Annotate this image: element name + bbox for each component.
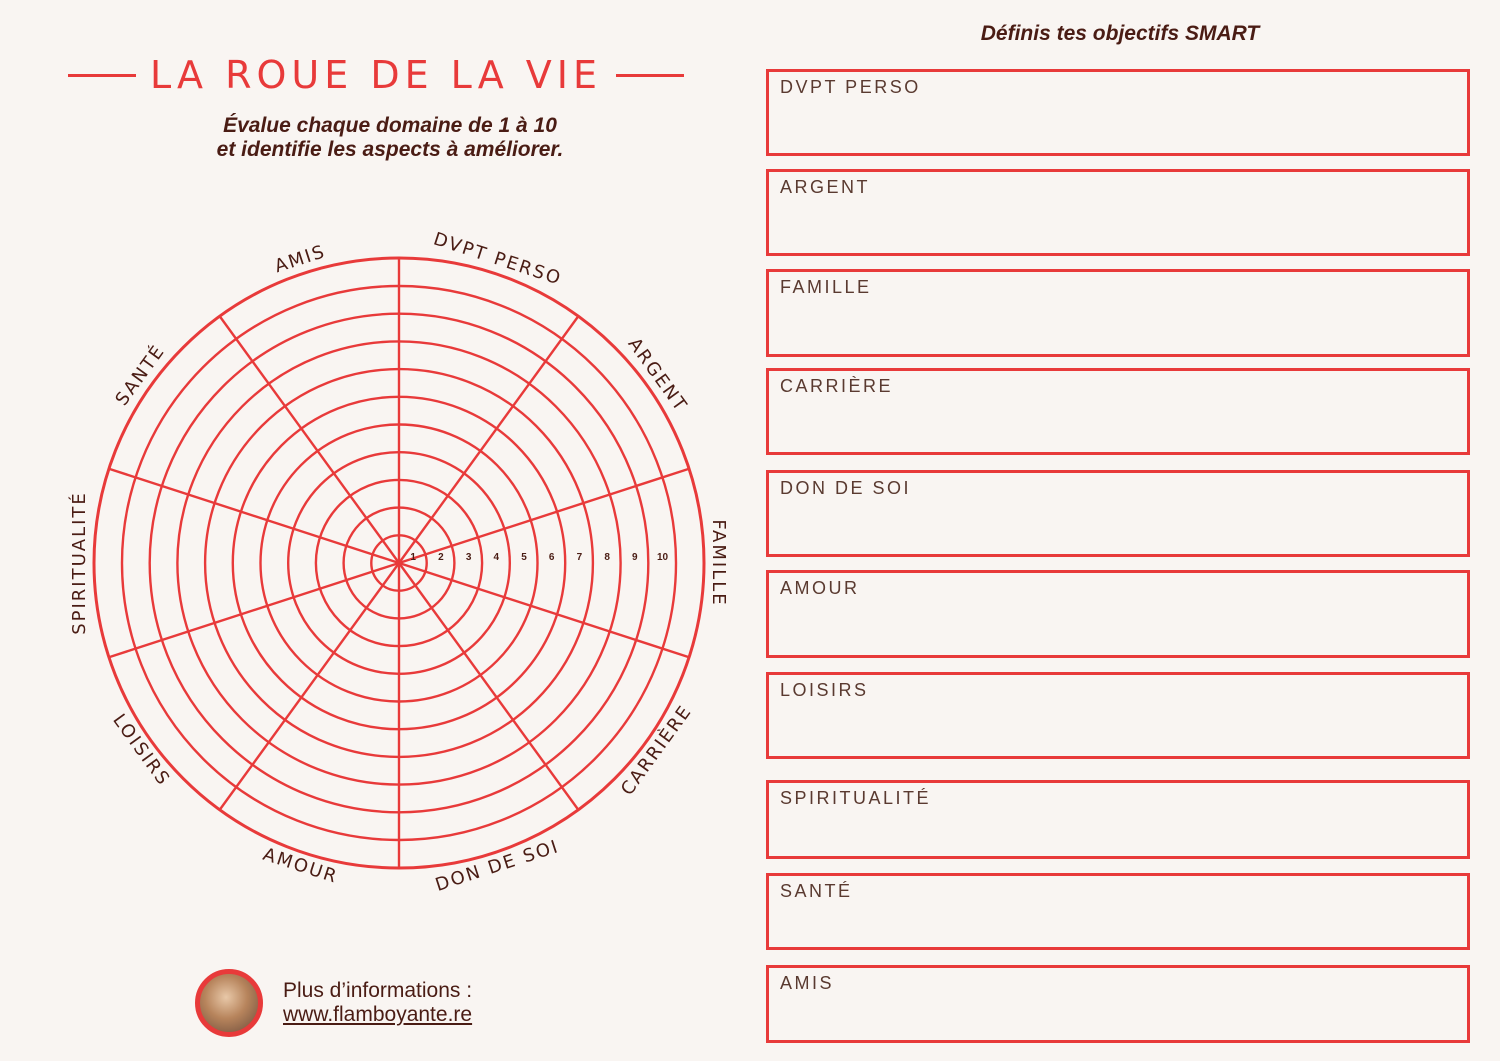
scale-label: 8: [604, 552, 610, 563]
domain-label: AMIS: [272, 241, 329, 278]
domain-label: DVPT PERSO: [430, 228, 565, 290]
goal-label: AMIS: [780, 973, 835, 993]
title-row: [68, 52, 684, 98]
goal-box[interactable]: [766, 470, 1470, 557]
domain-label: LOISIRS: [108, 710, 175, 791]
domain-label: FAMILLE: [708, 519, 729, 607]
scale-label: 7: [576, 552, 583, 563]
avatar: [195, 969, 263, 1037]
goal-box[interactable]: [766, 780, 1470, 859]
scale-label: 6: [548, 552, 555, 563]
scale-label: 5: [521, 552, 527, 563]
goal-label: DON DE SOI: [780, 478, 912, 498]
goal-box[interactable]: [766, 570, 1470, 658]
scale-label: 2: [438, 552, 444, 563]
spoke-5: [399, 563, 578, 810]
scale-label: 1: [410, 552, 416, 563]
goal-box[interactable]: [766, 368, 1470, 455]
goal-box[interactable]: [766, 965, 1470, 1043]
spoke-2: [399, 316, 578, 563]
instructions-line-2: et identifie les aspects à améliorer.: [216, 138, 564, 161]
instructions: [90, 114, 690, 162]
info-label: Plus d’informations :: [283, 979, 473, 1002]
spoke-10: [220, 316, 399, 563]
goal-box[interactable]: [766, 269, 1470, 357]
goal-box[interactable]: [766, 169, 1470, 256]
goal-label: AMOUR: [780, 578, 860, 598]
scale-label: 3: [465, 552, 472, 563]
instructions-line-1: Évalue chaque domaine de 1 à 10: [223, 114, 557, 137]
domain-label: ARGENT: [623, 333, 692, 417]
scale-label: 9: [632, 552, 638, 563]
goal-label: SANTÉ: [780, 881, 853, 901]
goal-label: DVPT PERSO: [780, 77, 921, 97]
page-title: LA ROUE DE LA VIE: [150, 53, 603, 97]
goal-box[interactable]: [766, 672, 1470, 759]
scale-label: 4: [493, 552, 500, 563]
title-right-rule: [616, 74, 684, 77]
goal-label: FAMILLE: [780, 277, 872, 297]
domain-label: DON DE SOI: [432, 835, 563, 896]
domain-label: AMOUR: [260, 843, 341, 888]
domain-label: SPIRITUALITÉ: [69, 491, 90, 635]
scale-label: 10: [656, 552, 669, 563]
goal-label: CARRIÈRE: [780, 376, 894, 396]
goal-label: ARGENT: [780, 177, 871, 197]
spoke-7: [220, 563, 399, 810]
smart-title: Définis tes objectifs SMART: [980, 22, 1260, 45]
title-left-rule: [68, 74, 136, 77]
domain-label: CARRIÈRE: [616, 700, 697, 800]
goal-label: SPIRITUALITÉ: [780, 788, 932, 808]
goal-box[interactable]: [766, 873, 1470, 950]
website-link[interactable]: www.flamboyante.re: [283, 1003, 473, 1026]
life-wheel[interactable]: [0, 200, 760, 940]
goal-label: LOISIRS: [780, 680, 869, 700]
domain-label: SANTÉ: [111, 340, 170, 410]
footer-text: [283, 979, 472, 1027]
footer: [195, 968, 472, 1038]
goal-box[interactable]: [766, 69, 1470, 156]
